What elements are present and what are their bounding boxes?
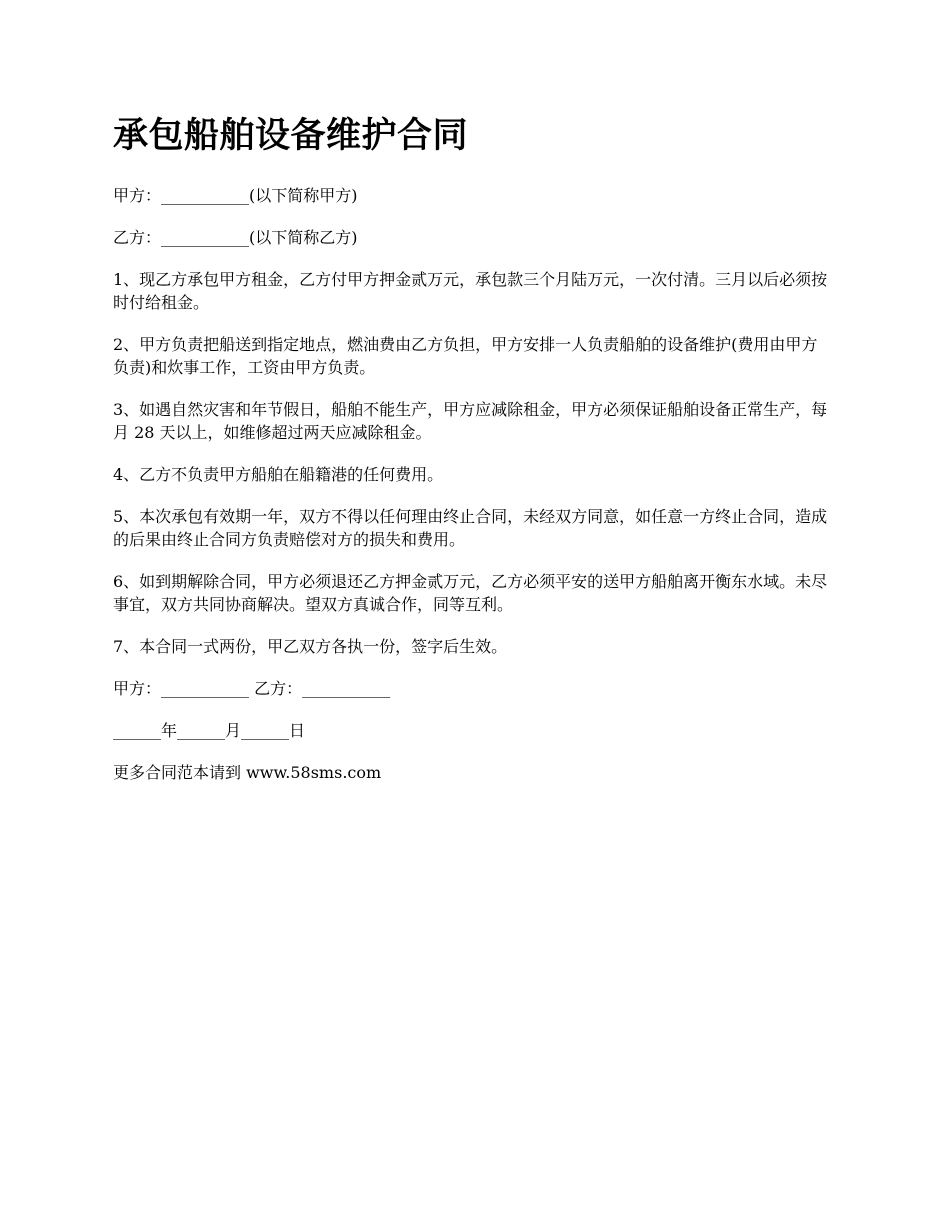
clause-1: 1、现乙方承包甲方租金，乙方付甲方押金贰万元，承包款三个月陆万元，一次付清。三月以后必须按时付给租金。 [113, 270, 828, 312]
clause-6: 6、如到期解除合同，甲方必须退还乙方押金贰万元，乙方必须平安的送甲方船舶离开衡东水域。未尽事宜，双方共同协商解决。望双方真诚合作，同等互利。 [113, 572, 828, 614]
party-b-line: 乙方：___________(以下简称乙方) [113, 228, 358, 247]
clause-3: 3、如遇自然灾害和年节假日，船舶不能生产，甲方应减除租金，甲方必须保证船舶设备正常生产，每月 28 天以上，如维修超过两天应减除租金。 [113, 400, 828, 442]
clause-2: 2、甲方负责把船送到指定地点，燃油费由乙方负担，甲方安排一人负责船舶的设备维护(费用由甲方负责)和炊事工作，工资由甲方负责。 [113, 335, 818, 377]
document-page [113, 112, 831, 803]
signature-line: 甲方：___________ 乙方：___________ [113, 679, 391, 698]
footer-note: 更多合同范本请到 www.58sms.com [113, 763, 382, 782]
party-a-line: 甲方：___________(以下简称甲方) [113, 186, 358, 205]
clause-5: 5、本次承包有效期一年，双方不得以任何理由终止合同，未经双方同意，如任意一方终止合同，造成的后果由终止合同方负责赔偿对方的损失和费用。 [113, 507, 828, 549]
clause-4: 4、乙方不负责甲方船舶在船籍港的任何费用。 [113, 465, 444, 484]
clause-7: 7、本合同一式两份，甲乙双方各执一份，签字后生效。 [113, 637, 508, 656]
date-line: ______年______月______日 [113, 721, 306, 740]
document-title: 承包船舶设备维护合同 [113, 116, 469, 156]
